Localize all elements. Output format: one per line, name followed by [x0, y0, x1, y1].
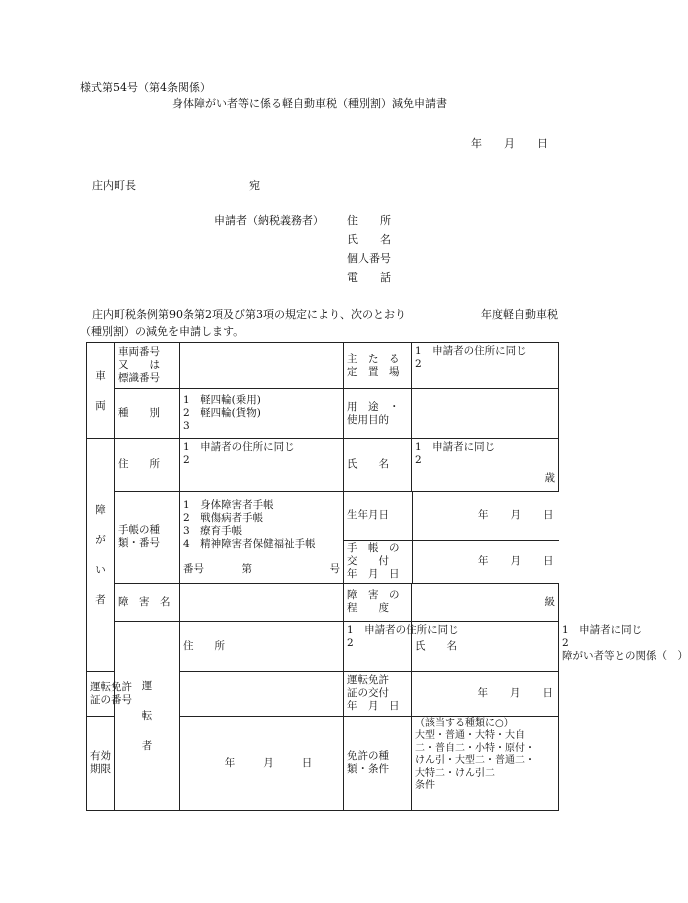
label-line: 年 月 日: [347, 568, 400, 581]
option-line: 2: [183, 454, 190, 466]
option-line: 1 申請者に同じ: [415, 441, 496, 453]
applicant-label: 申請者（納税義務者）: [214, 214, 324, 227]
option-line: 1 軽四輪(乗用): [183, 394, 261, 406]
option-line: 2 軽四輪(貨物): [183, 407, 261, 419]
intro-line1-a: 庄内町税条例第90条第2項及び第3項の規定により、次のとおり: [92, 308, 406, 321]
option-line: 1 申請者の住所に同じ: [183, 441, 295, 453]
disability-name-label: 障 害 名: [115, 583, 180, 621]
handbook-issue-value[interactable]: [412, 541, 559, 583]
date-day: 日: [537, 137, 548, 150]
ymd-month: 月: [510, 687, 521, 699]
vehicle-reg-number-value[interactable]: [180, 343, 344, 389]
ymd-day: 日: [301, 756, 313, 769]
birth-date-value[interactable]: [412, 492, 559, 541]
handbook-issue-label: [344, 541, 412, 583]
handbook-number-go: 号: [329, 562, 340, 575]
section-driver-char: 運: [141, 679, 153, 692]
label-line: 類・条件: [347, 763, 389, 775]
option-line: 1 身体障害者手帳: [183, 498, 274, 511]
license-number-value[interactable]: [180, 671, 344, 716]
handbook-dates-cell: [344, 491, 559, 583]
disabled-name-options[interactable]: [412, 439, 559, 468]
label-line: 証の交付: [347, 687, 389, 699]
license-type-label: [344, 716, 412, 810]
ymd-month: 月: [510, 555, 521, 568]
option-line: 二・普自二・小特・原付・: [415, 742, 535, 754]
label-line: 車両番号: [118, 346, 160, 358]
license-valid-value[interactable]: [180, 716, 344, 810]
option-line: 4 精神障害者保健福祉手帳: [183, 537, 316, 550]
ymd-year: 年: [477, 687, 488, 699]
date-year: 年: [471, 137, 482, 150]
form-number: 様式第54号（第4条関係）: [80, 81, 211, 94]
disability-degree-unit: 級: [412, 583, 559, 621]
section-disabled: [87, 439, 115, 672]
label-line: 手 帳 の: [347, 542, 400, 555]
section-driver-char: 転: [141, 709, 153, 722]
label-line: 主 た る: [347, 352, 400, 365]
intro-line2: （種別割）の減免を申請します。: [80, 325, 245, 338]
option-line: 3 療育手帳: [183, 524, 243, 537]
handbook-number-dai: 第: [241, 562, 252, 575]
date-month: 月: [504, 137, 515, 150]
ymd-year: 年: [224, 756, 236, 769]
disability-name-value[interactable]: [180, 583, 344, 621]
section-driver: [115, 621, 180, 810]
vehicle-reg-number-label: [115, 343, 180, 389]
label-line: 定 置 場: [347, 365, 400, 378]
license-valid-label: 有効期限: [87, 716, 115, 810]
disabled-name-label: 氏 名: [344, 439, 412, 492]
option-line: 1 申請者の住所に同じ: [415, 345, 527, 357]
form-title: 身体障がい者等に係る軽自動車税（種別割）減免申請書: [172, 97, 447, 110]
option-line: 2: [415, 454, 422, 466]
section-vehicle-char: 両: [95, 399, 106, 412]
section-disabled-char: 障: [95, 503, 106, 516]
label-line: 又 は: [118, 359, 160, 371]
vehicle-storage-label: [344, 343, 412, 389]
label-line: 程 度: [347, 602, 389, 614]
vehicle-type-options[interactable]: [180, 389, 344, 439]
license-type-options[interactable]: [412, 716, 559, 810]
driver-name-label: 氏 名: [412, 621, 559, 671]
addressee-suffix: 宛: [249, 179, 260, 192]
option-line: 大型・普通・大特・大自: [415, 730, 525, 741]
label-line: 年 月 日: [347, 700, 400, 712]
ymd-day: 日: [543, 555, 554, 568]
option-line: 2: [347, 636, 354, 649]
applicant-mynumber-label: 個人番号: [347, 252, 391, 265]
option-line: 1 申請者の住所に同じ: [347, 623, 459, 636]
ymd-month: 月: [510, 509, 521, 522]
section-driver-char: 者: [141, 739, 153, 752]
intro-line1-b: 年度軽自動車税: [481, 308, 558, 321]
license-issue-value[interactable]: [412, 671, 559, 716]
ymd-year: 年: [478, 509, 489, 522]
section-disabled-char: い: [95, 563, 106, 576]
addressee-name: 庄内町長: [92, 179, 136, 192]
vehicle-type-label: 種 別: [115, 389, 180, 439]
driver-address-label: 住 所: [180, 621, 344, 671]
section-disabled-char: 者: [95, 593, 106, 606]
disabled-address-label: 住 所: [115, 439, 180, 492]
vehicle-use-label: [344, 389, 412, 439]
section-disabled-char: が: [95, 533, 106, 546]
section-vehicle-char: 車: [95, 369, 106, 382]
handbook-number-line: [183, 563, 340, 576]
option-line: 2 戦傷病者手帳: [183, 511, 264, 524]
license-issue-label: [344, 671, 412, 716]
label-line: 免許の種: [347, 750, 389, 762]
disabled-age-unit: 歳: [412, 467, 559, 491]
vehicle-use-value[interactable]: [412, 389, 559, 439]
option-line: 大特二・けん引二: [415, 767, 495, 779]
applicant-phone-label: 電 話: [347, 271, 391, 284]
handbook-number-label: 番号: [183, 562, 204, 575]
label-line: 使用目的: [347, 413, 389, 426]
option-line: 3: [183, 420, 190, 432]
ymd-year: 年: [478, 555, 489, 568]
vehicle-storage-options[interactable]: [412, 343, 559, 389]
option-line: 2: [415, 358, 422, 370]
label-line: 類・番号: [118, 537, 160, 549]
ymd-month: 月: [263, 756, 274, 769]
label-line: 交 付: [347, 555, 389, 568]
applicant-name-label: 氏 名: [347, 233, 391, 246]
ymd-day: 日: [542, 687, 553, 699]
ymd-day: 日: [543, 509, 554, 522]
section-vehicle: [87, 343, 115, 439]
applicant-address-label: 住 所: [347, 214, 391, 227]
license-number-label: [87, 671, 132, 716]
handbook-label: [115, 491, 180, 583]
application-table: 車 両 車両番号 又 は 標識番号 主 た る 定 置 場 1 申請者の住所に同じ 2 種 別 1 軽四輪(乗用) 2 軽四輪(貨物) 3 用 途 ・ 使用目的 障 が い 者 住 所 1 申請者の住所に同じ 2 氏 名 1 申請者に同じ 2 歳 手帳の種 類・番号 1 身体障害者手帳 2 戦傷病者手帳 3 療育手帳 4 精神障害者保健福祉手帳 番号 第 号 生年月日 年 月 日 手 帳 の 交 付 年 月 日 年 月 日 障 害 名 障 害 の 程 度 級 運 転 者 住 所 1 申請者の住所に同じ 2 氏 名 1 申請者に同じ 2 障がい者等との関係（ ） 運転免許 証の番号 運転免許 証の交付 年 月 日 年 月 日 有効期限 年 月 日 免許の種 類・条件 （該当する種類に○） 大型・普通・大特・大自 二・普自二・小特・原付・ けん引・大型二・普通二・ 大特二・けん引二 条件: [86, 342, 559, 811]
submission-date: [471, 137, 548, 151]
label-line: 障 害 の: [347, 589, 400, 601]
disability-degree-label: [344, 583, 412, 621]
label-line: 運転免許: [90, 680, 132, 693]
label-line: 手帳の種: [118, 524, 160, 536]
label-line: 運転免許: [347, 674, 389, 686]
option-line: けん引・大型二・普通二・: [415, 755, 535, 766]
label-line: 標識番号: [118, 372, 160, 384]
option-line: 条件: [415, 780, 435, 791]
label-line: 用 途 ・: [347, 400, 400, 413]
option-line: （該当する種類に○）: [415, 717, 514, 729]
label-line: 証の番号: [90, 693, 132, 706]
birth-date-label: 生年月日: [344, 492, 412, 541]
handbook-options[interactable]: [180, 491, 344, 583]
disabled-address-options[interactable]: [180, 439, 344, 492]
